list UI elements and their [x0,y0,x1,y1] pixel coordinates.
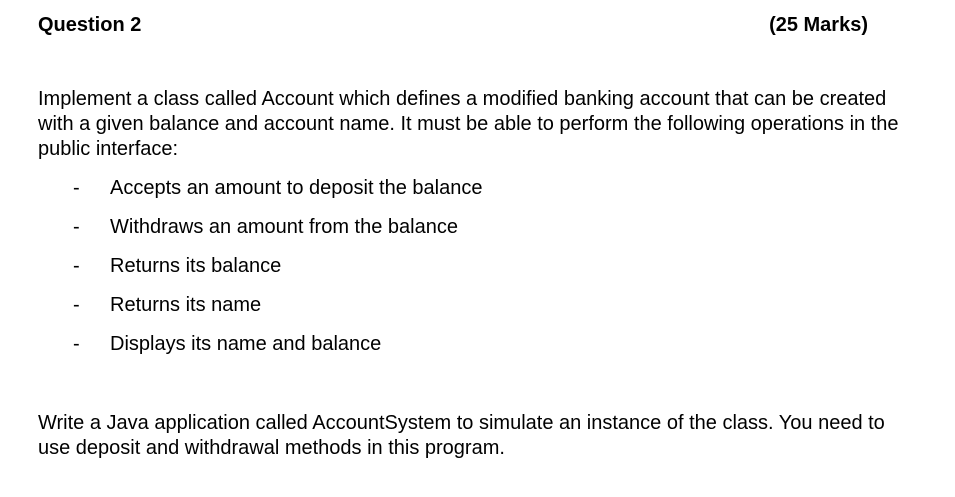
list-item-text: Accepts an amount to deposit the balance [110,177,483,199]
bullet-dash: - [73,294,80,316]
bullet-dash: - [73,216,80,238]
intro-paragraph: Implement a class called Account which defines a modified banking account that can be created with a given balance and account name. It must be able to perform the following operations in the public interface: [38,88,899,160]
bullet-dash: - [73,177,80,199]
list-item-text: Withdraws an amount from the balance [110,216,458,238]
list-item-text: Returns its balance [110,255,282,277]
question-marks: (25 Marks) [769,14,868,36]
list-item-text: Returns its name [110,294,262,316]
bullet-dash: - [73,255,80,277]
question-title: Question 2 [38,14,142,36]
bullet-dash: - [73,333,80,355]
outro-paragraph: Write a Java application called AccountSystem to simulate an instance of the class. You need to use deposit and withdrawal methods in this program. [38,412,885,459]
list-item-text: Displays its name and balance [110,333,382,355]
